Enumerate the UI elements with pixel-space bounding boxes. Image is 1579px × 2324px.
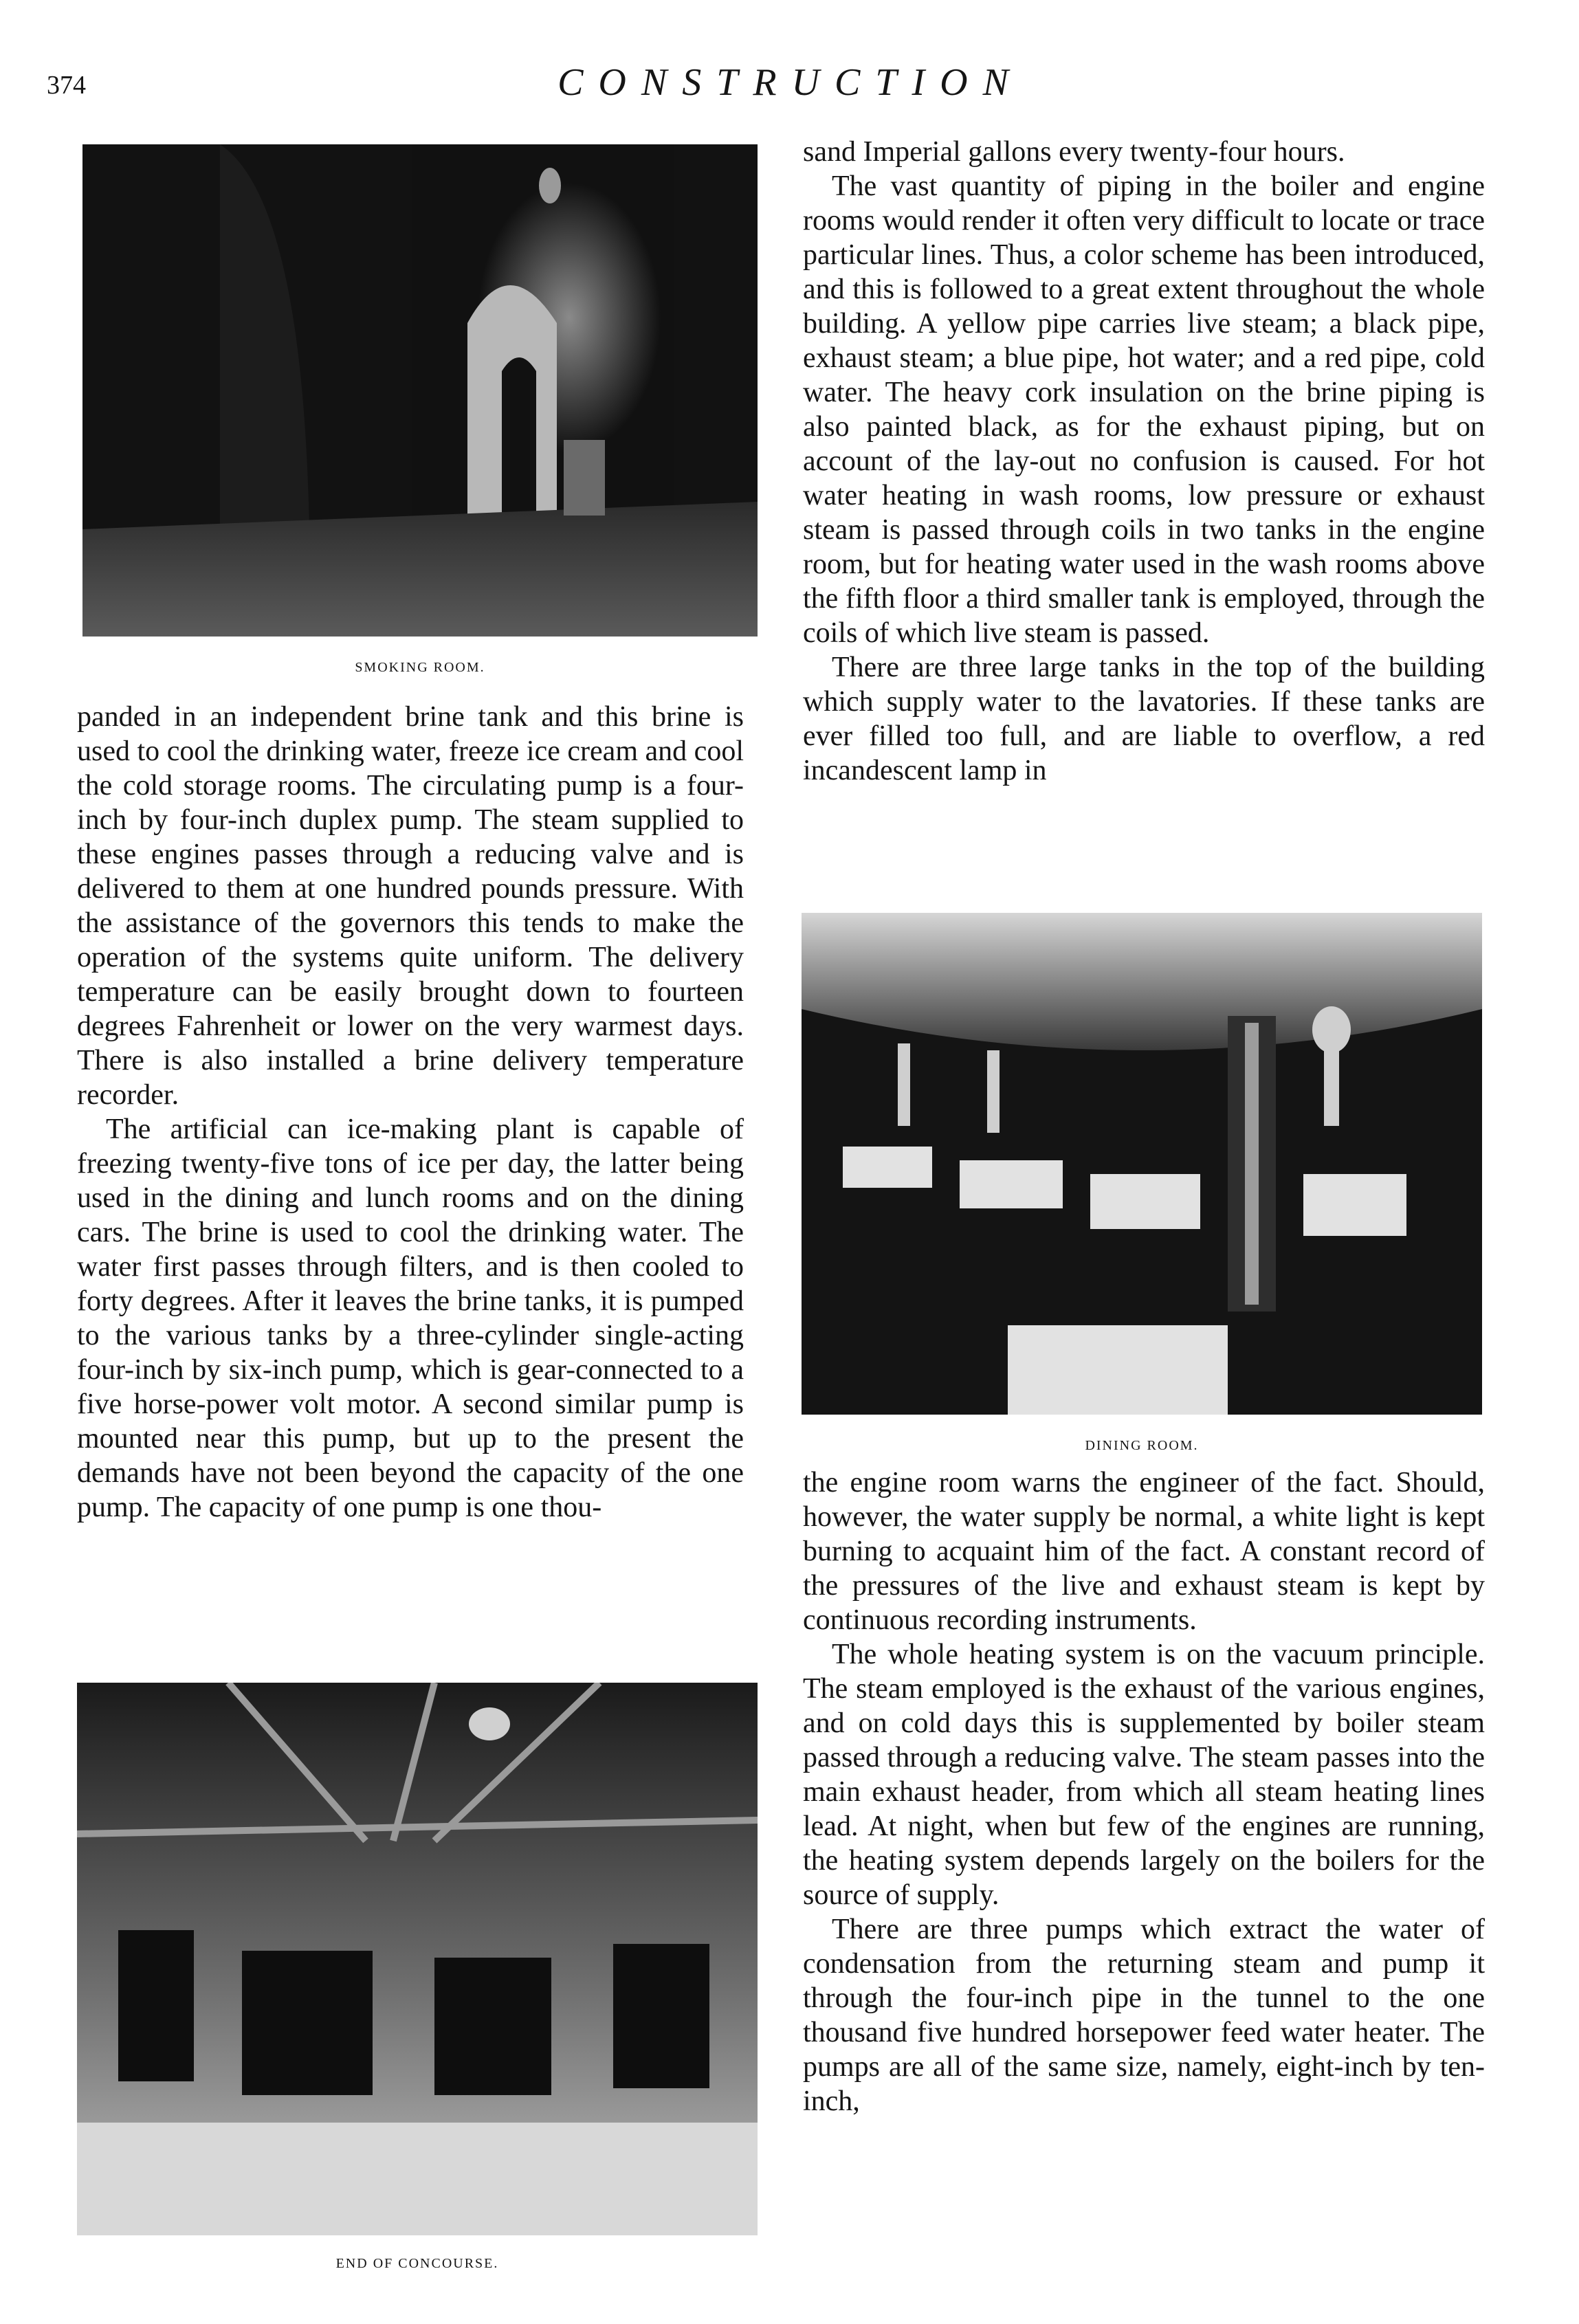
smoking-room-photo bbox=[82, 144, 758, 637]
page-number: 374 bbox=[47, 71, 86, 100]
right-column-top-text bbox=[803, 135, 1485, 788]
dining-room-photo bbox=[802, 913, 1482, 1415]
paragraph: There are three pumps which extract the water of condensation from the returning steam and pump it through the four-inch pipe in the tunnel to the one thousand five hundred horsepower feed water heater. The pumps are all of the same size, namely, eight-inch by ten-inch, bbox=[803, 1914, 1485, 2117]
running-head: CONSTRUCTION bbox=[557, 61, 1024, 104]
paragraph: sand Imperial gallons every twenty-four hours. bbox=[803, 136, 1345, 168]
paragraph: The vast quantity of piping in the boiler and engine rooms would render it often very difficult to locate or trace particular lines. Thus, a color scheme has been introduced, and this is followed to a great extent throughout the whole building. A yellow pipe carries live steam; a black pipe, exhaust steam; a blue pipe, hot water; and a red pipe, cold water. The heavy cork insulation on the brine piping is also painted black, as for the exhaust piping, but on account of the lay-out no confusion is caused. For hot water heating in wash rooms, low pressure or exhaust steam is passed through coils in two tanks in the engine room, but for heating water used in the wash rooms above the fifth floor a third smaller tank is employed, through the coils of which live steam is passed. bbox=[803, 170, 1485, 649]
paragraph: The artificial can ice-making plant is capable of freezing twenty-five tons of ice per day, the latter being used in the dining and lunch rooms and on the dining cars. The brine is used to cool the drinking water. The water first passes through filters, and is then cooled to forty degrees. After it leaves the brine tanks, it is pumped to the various tanks by a three-cylinder single-acting four-inch by six-inch pump, which is gear-connected to a five horse-power volt motor. A second similar pump is mounted near this pump, but up to the present the demands have not been beyond the capacity of the one pump. The capacity of one pump is one thou- bbox=[77, 1114, 744, 1523]
concourse-photo bbox=[77, 1683, 758, 2235]
dining-room-caption: DINING ROOM. bbox=[1085, 1438, 1199, 1453]
smoking-room-caption: SMOKING ROOM. bbox=[355, 660, 485, 675]
left-column-text bbox=[77, 700, 744, 1525]
right-column-bottom-text bbox=[803, 1465, 1485, 2118]
paragraph: the engine room warns the engineer of the fact. Should, however, the water supply be normal, a white light is kept burning to acquaint him of the fact. A constant record of the pressures of the live and exhaust steam is kept by continuous recording instruments. bbox=[803, 1467, 1485, 1636]
paragraph: The whole heating system is on the vacuum principle. The steam employed is the exhaust of the various engines, and on cold days this is supplemented by boiler steam passed through a reducing valve. The steam passes into the main exhaust header, from which all steam heating lines lead. At night, when but few of the engines are running, the heating system depends largely on the boilers for the source of supply. bbox=[803, 1639, 1485, 1911]
paragraph: There are three large tanks in the top of the building which supply water to the lavatories. If these tanks are ever filled too full, and are liable to overflow, a red incandescent lamp in bbox=[803, 652, 1485, 786]
concourse-caption: END OF CONCOURSE. bbox=[335, 2256, 499, 2271]
paragraph: panded in an independent brine tank and this brine is used to cool the drinking water, freeze ice cream and cool the cold storage rooms. The circulating pump is a four-inch by four-inch duplex pump. The steam supplied to these engines passes through a reducing valve and is delivered to them at one hundred pounds pressure. With the assistance of the governors this tends to make the operation of the systems quite uniform. The delivery temperature can be easily brought down to fourteen degrees Fahrenheit or lower on the very warmest days. There is also installed a brine delivery temperature recorder. bbox=[77, 701, 744, 1111]
